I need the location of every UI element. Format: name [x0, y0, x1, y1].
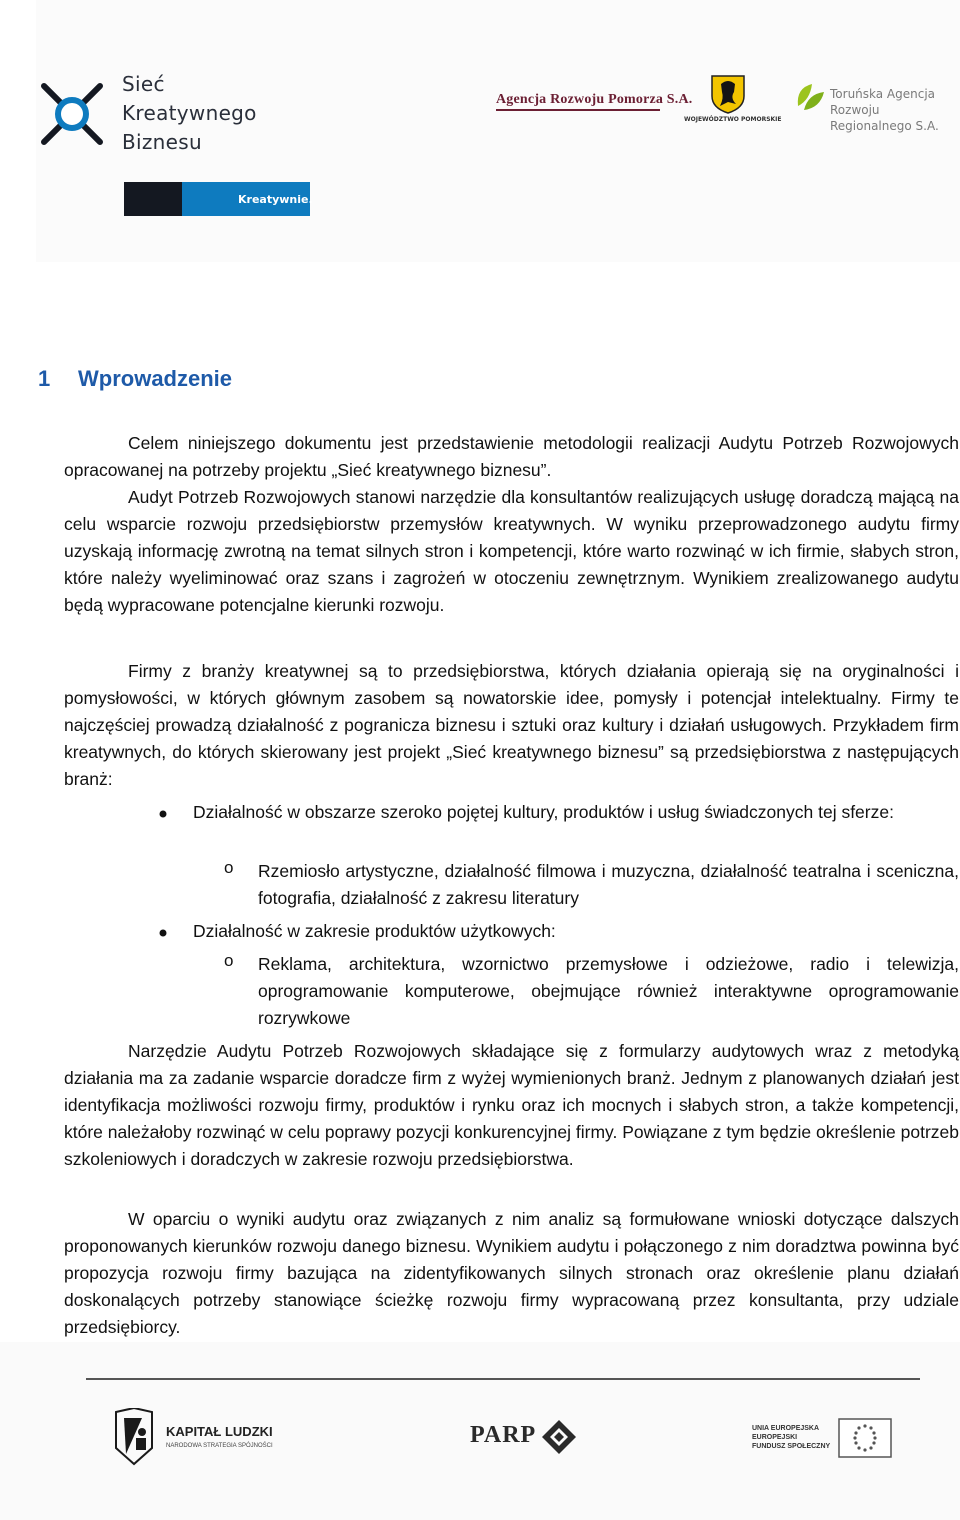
- section-number: 1: [38, 366, 51, 391]
- sub-list-item: Reklama, architektura, wzornictwo przemysłowe i odzieżowe, radio i telewizja, oprogramowanie komputerowe, obejmujące również interaktywne oprogramowanie rozrywkowe: [258, 954, 959, 1028]
- paragraph: Narzędzie Audytu Potrzeb Rozwojowych składające się z formularzy audytowych wraz z metodyką działania ma za zadanie wsparcie doradcze firm z wyżej wymienionych branż. Jednym z planowanych działań jest identyfikacja możliwości rozwoju firmy, produktów i rynku oraz ich mocnych i słabych stron, a także kompetencji, które należałoby rozwinąć w celu poprawy pozycji konkurencyjnej firmy. Powiązane z tym będzie określenie potrzeb szkoleniowych i doradczych w zakresie rozwoju przedsiębiorstwa.: [64, 1041, 959, 1169]
- bullet-icon: [158, 809, 168, 819]
- kapital-ludzki-subtitle: NARODOWA STRATEGIA SPÓJNOŚCI: [166, 1443, 273, 1449]
- sub-list-item: Rzemiosło artystyczne, działalność filmowa i muzyczna, działalność teatralna i sceniczna, fotografia, działalność z zakresu literatury: [258, 861, 959, 908]
- skb-bar: [124, 182, 182, 216]
- kapital-ludzki-emblem-icon: [112, 1408, 156, 1466]
- footer-divider: [86, 1378, 920, 1380]
- parp-logo: [470, 1422, 536, 1449]
- skb-emblem-icon: [38, 78, 106, 150]
- arp-underline: [496, 109, 660, 111]
- ue-logo-line: FUNDUSZ SPOŁECZNY: [752, 1443, 831, 1450]
- skb-logo-line: Sieć: [122, 72, 165, 96]
- ue-logo-line: EUROPEJSKI: [752, 1434, 798, 1441]
- kapital-ludzki-title: KAPITAŁ LUDZKI: [166, 1424, 273, 1439]
- bullet-icon: [158, 928, 168, 938]
- ue-logo-line: UNIA EUROPEJSKA: [752, 1425, 820, 1432]
- sub-bullet-marker: o: [224, 951, 234, 970]
- skb-tagline-text: Kreatywnie.: [238, 193, 313, 206]
- paragraph-tool: [64, 1038, 959, 1173]
- paragraph: W oparciu o wyniki audytu oraz związanych z nim analiz są formułowane wnioski dotyczące dalszych proponowanych kierunków rozwoju danego biznesu. Wynikiem audytu i połączonego z nim doradztwa powinna być propozycja rozwoju firmy bazująca na zidentyfikowanych silnych stronach oraz określenie planu działań doskonalących potrzeby stanowiące ścieżkę rozwoju firmy wypracowaną przez konsultanta, przy udziale przedsiębiorcy.: [64, 1209, 959, 1337]
- sub-bullet-marker: o: [224, 858, 234, 877]
- ue-logo-text: [752, 1424, 830, 1451]
- skb-logo-line: Biznesu: [122, 130, 202, 154]
- paragraph-intro: [64, 430, 959, 619]
- skb-tagline: [182, 182, 313, 216]
- arp-logo: [496, 92, 693, 111]
- skb-logo-text: [122, 70, 257, 157]
- list-item: Działalność w zakresie produktów użytkowych:: [193, 921, 556, 941]
- woj-logo-text: WOJEWÓDZTWO POMORSKIE: [684, 116, 782, 123]
- kapital-ludzki-logo: [166, 1424, 273, 1449]
- skb-logo-line: Kreatywnego: [122, 101, 257, 125]
- arp-logo-text: Agencja Rozwoju Pomorza S.A.: [496, 92, 693, 107]
- griffin-crest-icon: [710, 74, 746, 114]
- tarr-leaf-icon: [794, 80, 826, 114]
- paragraph: Audyt Potrzeb Rozwojowych stanowi narzędzie dla konsultantów realizujących usługę doradczą mającą na celu wsparcie rozwoju przedsiębiorstw przemysłów kreatywnych. W wyniku przeprowadzonego audytu firmy uzyskają informację zwrotną na temat silnych stron i kompetencji, które warto rozwinąć w ich firmie, słabych stron, które należy wyeliminować oraz szans i zagrożeń w otoczeniu zewnętrznym. Wynikiem zrealizowanego audytu będą wypracowane potencjalne kierunki rozwoju.: [64, 487, 959, 615]
- list-item: Działalność w obszarze szeroko pojętej kultury, produktów i usług świadczonych tej sferze:: [193, 802, 894, 822]
- section-heading: [38, 366, 232, 392]
- paragraph: Celem niniejszego dokumentu jest przedstawienie metodologii realizacji Audytu Potrzeb Rozwojowych opracowanej na potrzeby projektu „Sieć kreatywnego biznesu”.: [64, 433, 959, 480]
- tarr-logo-line: Rozwoju Regionalnego S.A.: [830, 103, 939, 133]
- eu-flag-icon: [838, 1418, 892, 1458]
- parp-arrow-icon: [540, 1418, 578, 1456]
- tarr-logo-text: [830, 86, 960, 134]
- tarr-logo-line: Toruńska Agencja: [830, 87, 936, 101]
- paragraph-conclusions: [64, 1206, 959, 1341]
- paragraph: Firmy z branży kreatywnej są to przedsiębiorstwa, których działania opierają się na oryginalności i pomysłowości, w których głównym zasobem są nowatorskie idee, pomysły i potencjał intelektualny. Firmy te najczęściej prowadzą działalność z pogranicza biznesu i sztuki oraz kultury i działań usługowych. Przykładem firm kreatywnych, do których skierowany jest projekt „Sieć kreatywnego biznesu” są przedsiębiorstwa z następujących branż:: [64, 661, 959, 789]
- parp-logo-text: PARP: [470, 1422, 537, 1448]
- paragraph-industries: [64, 658, 959, 793]
- section-title: Wprowadzenie: [78, 366, 233, 391]
